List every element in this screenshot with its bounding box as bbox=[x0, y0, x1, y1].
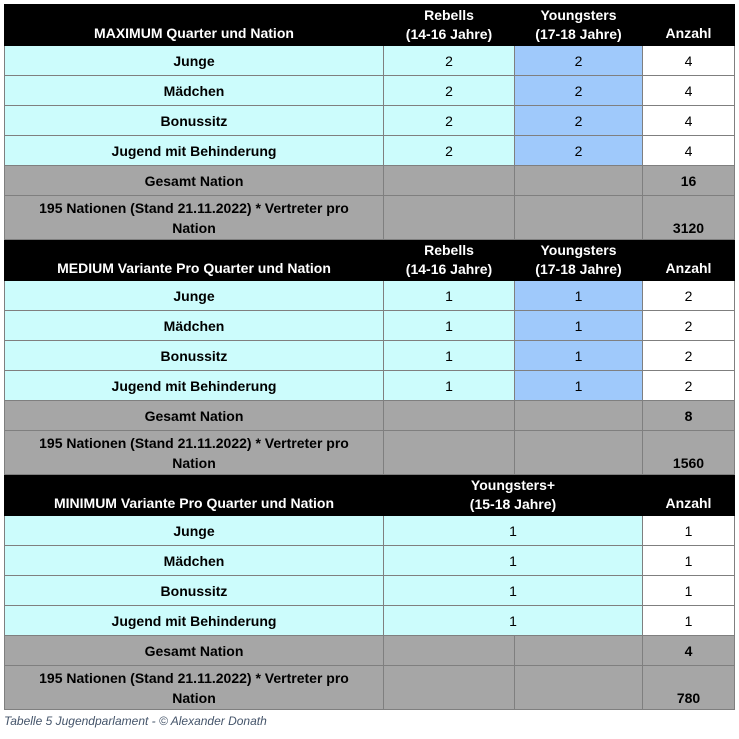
row-label: Jugend mit Behinderung bbox=[5, 371, 384, 401]
total-row bbox=[5, 636, 735, 666]
table-row bbox=[5, 136, 735, 166]
table-row bbox=[5, 371, 735, 401]
column-header-rebells: Rebells (14-16 Jahre) bbox=[384, 240, 515, 281]
empty-cell bbox=[515, 401, 643, 431]
empty-cell bbox=[384, 636, 515, 666]
table-row bbox=[5, 606, 735, 636]
youngsters-plus-cell: 1 bbox=[384, 546, 643, 576]
row-label: Bonussitz bbox=[5, 576, 384, 606]
anzahl-cell: 4 bbox=[643, 46, 735, 76]
nations-label: 195 Nationen (Stand 21.11.2022) * Vertreter pro Nation bbox=[5, 196, 384, 240]
row-label: Bonussitz bbox=[5, 341, 384, 371]
total-label: Gesamt Nation bbox=[5, 166, 384, 196]
nations-value: 780 bbox=[643, 666, 735, 710]
row-label: Mädchen bbox=[5, 546, 384, 576]
anzahl-cell: 2 bbox=[643, 341, 735, 371]
table-row bbox=[5, 46, 735, 76]
youngsters-cell: 1 bbox=[515, 281, 643, 311]
row-label: Mädchen bbox=[5, 311, 384, 341]
anzahl-cell: 4 bbox=[643, 106, 735, 136]
youngsters-cell: 2 bbox=[515, 76, 643, 106]
column-header-youngsters: Youngsters (17-18 Jahre) bbox=[515, 5, 643, 46]
anzahl-cell: 1 bbox=[643, 576, 735, 606]
anzahl-cell: 2 bbox=[643, 281, 735, 311]
empty-cell bbox=[384, 401, 515, 431]
empty-cell bbox=[384, 666, 515, 710]
youngsters-cell: 1 bbox=[515, 341, 643, 371]
anzahl-cell: 4 bbox=[643, 136, 735, 166]
youngsters-cell: 1 bbox=[515, 371, 643, 401]
total-label: Gesamt Nation bbox=[5, 401, 384, 431]
row-label: Junge bbox=[5, 46, 384, 76]
maximum-header-row bbox=[5, 5, 735, 46]
anzahl-cell: 4 bbox=[643, 76, 735, 106]
anzahl-cell: 2 bbox=[643, 371, 735, 401]
empty-cell bbox=[515, 431, 643, 475]
nations-label: 195 Nationen (Stand 21.11.2022) * Vertreter pro Nation bbox=[5, 431, 384, 475]
anzahl-cell: 1 bbox=[643, 606, 735, 636]
total-label: Gesamt Nation bbox=[5, 636, 384, 666]
column-header-youngsters-plus: Youngsters+ (15-18 Jahre) bbox=[384, 475, 643, 516]
table-row bbox=[5, 106, 735, 136]
section-title: MAXIMUM Quarter und Nation bbox=[5, 5, 384, 46]
empty-cell bbox=[515, 666, 643, 710]
table-row bbox=[5, 576, 735, 606]
column-header-anzahl: Anzahl bbox=[643, 475, 735, 516]
youngsters-plus-cell: 1 bbox=[384, 576, 643, 606]
nations-row bbox=[5, 431, 735, 475]
nations-value: 1560 bbox=[643, 431, 735, 475]
anzahl-cell: 2 bbox=[643, 311, 735, 341]
total-value: 8 bbox=[643, 401, 735, 431]
nations-value: 3120 bbox=[643, 196, 735, 240]
minimum-header-row bbox=[5, 475, 735, 516]
empty-cell bbox=[384, 196, 515, 240]
youngsters-plus-cell: 1 bbox=[384, 516, 643, 546]
total-row bbox=[5, 401, 735, 431]
row-label: Mädchen bbox=[5, 76, 384, 106]
table-row bbox=[5, 311, 735, 341]
youngsters-cell: 2 bbox=[515, 136, 643, 166]
section-title: MINIMUM Variante Pro Quarter und Nation bbox=[5, 475, 384, 516]
rebells-cell: 2 bbox=[384, 136, 515, 166]
youngsters-cell: 2 bbox=[515, 106, 643, 136]
table-row bbox=[5, 546, 735, 576]
table-row bbox=[5, 341, 735, 371]
table-row bbox=[5, 76, 735, 106]
total-row bbox=[5, 166, 735, 196]
medium-header-row bbox=[5, 240, 735, 281]
total-value: 4 bbox=[643, 636, 735, 666]
youngsters-plus-cell: 1 bbox=[384, 606, 643, 636]
table-row bbox=[5, 281, 735, 311]
empty-cell bbox=[384, 166, 515, 196]
column-header-youngsters: Youngsters (17-18 Jahre) bbox=[515, 240, 643, 281]
rebells-cell: 2 bbox=[384, 46, 515, 76]
empty-cell bbox=[384, 431, 515, 475]
empty-cell bbox=[515, 166, 643, 196]
empty-cell bbox=[515, 636, 643, 666]
rebells-cell: 1 bbox=[384, 341, 515, 371]
column-header-rebells: Rebells (14-16 Jahre) bbox=[384, 5, 515, 46]
rebells-cell: 1 bbox=[384, 281, 515, 311]
anzahl-cell: 1 bbox=[643, 546, 735, 576]
rebells-cell: 2 bbox=[384, 76, 515, 106]
nations-row bbox=[5, 196, 735, 240]
rebells-cell: 1 bbox=[384, 311, 515, 341]
jugendparlament-table bbox=[4, 4, 735, 710]
row-label: Bonussitz bbox=[5, 106, 384, 136]
empty-cell bbox=[515, 196, 643, 240]
nations-row bbox=[5, 666, 735, 710]
rebells-cell: 2 bbox=[384, 106, 515, 136]
youngsters-cell: 1 bbox=[515, 311, 643, 341]
section-title: MEDIUM Variante Pro Quarter und Nation bbox=[5, 240, 384, 281]
total-value: 16 bbox=[643, 166, 735, 196]
rebells-cell: 1 bbox=[384, 371, 515, 401]
youngsters-cell: 2 bbox=[515, 46, 643, 76]
row-label: Jugend mit Behinderung bbox=[5, 136, 384, 166]
anzahl-cell: 1 bbox=[643, 516, 735, 546]
row-label: Junge bbox=[5, 281, 384, 311]
table-caption: Tabelle 5 Jugendparlament - © Alexander Donath bbox=[4, 714, 267, 728]
column-header-anzahl: Anzahl bbox=[643, 5, 735, 46]
nations-label: 195 Nationen (Stand 21.11.2022) * Vertreter pro Nation bbox=[5, 666, 384, 710]
column-header-anzahl: Anzahl bbox=[643, 240, 735, 281]
row-label: Jugend mit Behinderung bbox=[5, 606, 384, 636]
row-label: Junge bbox=[5, 516, 384, 546]
table-row bbox=[5, 516, 735, 546]
